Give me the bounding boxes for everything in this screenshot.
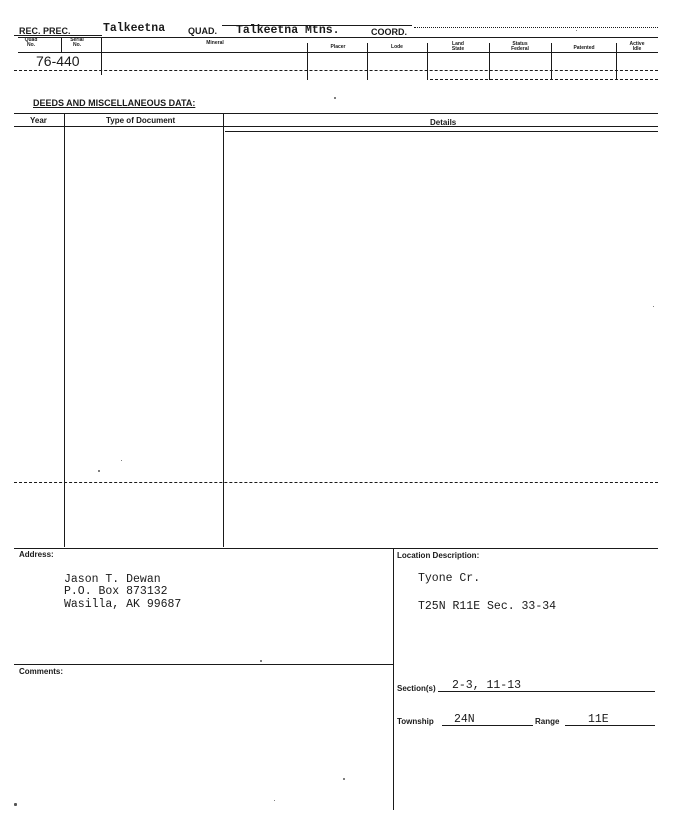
address-line-1: Jason T. Dewan xyxy=(64,573,161,586)
column-divider xyxy=(61,37,62,52)
table-top-border xyxy=(18,37,658,38)
comments-label: Comments: xyxy=(19,667,64,676)
col-lode: Lode xyxy=(391,44,403,50)
col-status-federal: Status Federal xyxy=(511,41,529,52)
table-bottom-border xyxy=(14,70,658,71)
sections-underline xyxy=(438,691,655,692)
col-quad-no: Quad No. xyxy=(24,37,38,48)
quad-value: Talkeetna Mtns. xyxy=(236,24,340,37)
column-divider xyxy=(307,43,308,80)
column-divider xyxy=(367,43,368,80)
column-divider xyxy=(551,43,552,80)
deeds-row-separator xyxy=(14,482,658,483)
scan-speck xyxy=(576,30,577,31)
comments-top-border xyxy=(14,664,393,665)
col-mineral: Mineral xyxy=(206,40,224,46)
township-value: 24N xyxy=(454,713,475,726)
col-details: Details xyxy=(430,118,457,127)
sections-label: Section(s) xyxy=(397,684,436,693)
col-patented: Patented xyxy=(573,45,595,51)
rec-prec-label: REC. PREC. xyxy=(19,26,71,36)
column-divider xyxy=(489,43,490,80)
scan-speck xyxy=(260,660,262,662)
bottom-section-top-border xyxy=(14,548,658,549)
quad-label: QUAD. xyxy=(188,26,217,36)
coord-label: COORD. xyxy=(371,27,407,37)
col-serial-no: Serial No. xyxy=(70,37,84,48)
deeds-header-divider xyxy=(14,126,658,127)
range-value: 11E xyxy=(588,713,609,726)
col-year: Year xyxy=(30,116,47,125)
col-land-state: Land State xyxy=(451,41,465,52)
range-underline xyxy=(565,725,655,726)
scan-speck xyxy=(343,778,345,780)
sections-value: 2-3, 11-13 xyxy=(452,679,522,692)
header-line xyxy=(414,27,658,28)
column-divider xyxy=(616,43,617,80)
col-type-of-document: Type of Document xyxy=(106,116,176,125)
location-line-2: T25N R11E Sec. 33-34 xyxy=(418,600,557,613)
deeds-top-border xyxy=(14,113,658,114)
address-line-2: P.O. Box 873132 xyxy=(64,585,168,598)
township-underline xyxy=(442,725,533,726)
scan-speck xyxy=(274,800,275,801)
scan-speck xyxy=(334,97,336,99)
scan-speck xyxy=(14,803,17,806)
header-line xyxy=(14,35,102,36)
header-line xyxy=(222,25,412,26)
scan-speck xyxy=(653,306,654,307)
deeds-section-title: DEEDS AND MISCELLANEOUS DATA: xyxy=(33,98,196,108)
header-divider xyxy=(18,52,658,53)
range-label: Range xyxy=(535,717,560,726)
rec-prec-value: Talkeetna xyxy=(103,22,166,35)
scan-speck xyxy=(98,470,100,472)
col-active-idle: Active Idle xyxy=(629,41,645,52)
scan-speck xyxy=(121,460,122,461)
column-divider xyxy=(427,43,428,80)
quad-serial-value: 76-440 xyxy=(36,53,80,69)
address-label: Address: xyxy=(19,550,54,559)
deeds-header-divider xyxy=(225,131,658,132)
col-placer: Placer xyxy=(330,44,346,50)
location-line-1: Tyone Cr. xyxy=(418,572,481,585)
address-line-3: Wasilla, AK 99687 xyxy=(64,598,182,611)
township-label: Township xyxy=(397,717,434,726)
bottom-center-divider xyxy=(393,548,394,810)
table-bottom-border xyxy=(430,79,658,80)
location-description-label: Location Description: xyxy=(397,551,480,560)
